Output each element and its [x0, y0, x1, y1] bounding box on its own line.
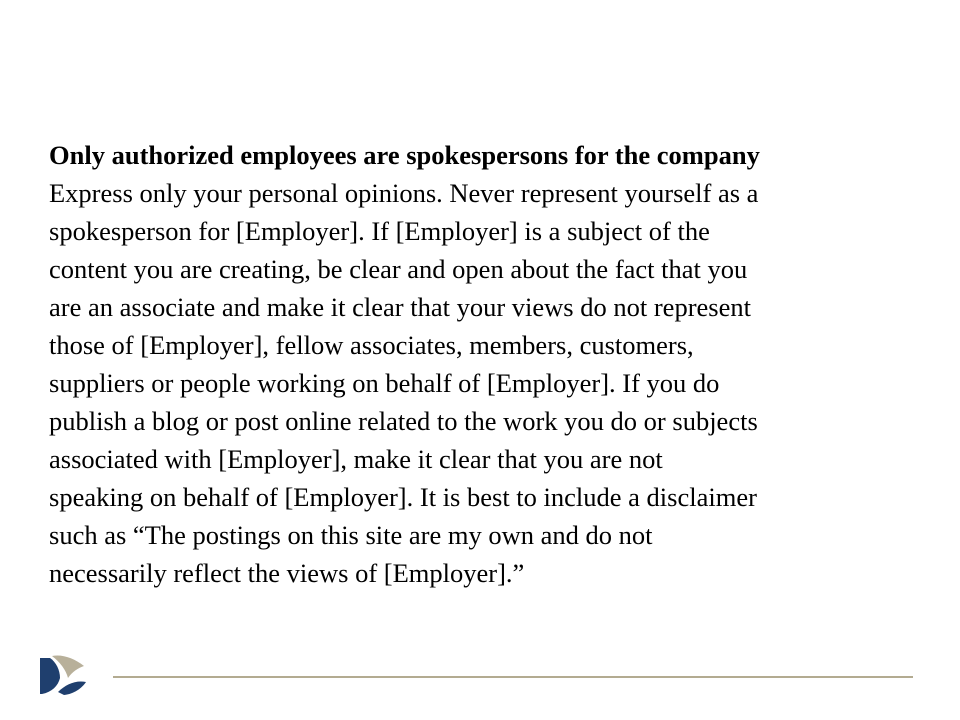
- body-line: are an associate and make it clear that your views do not represent: [49, 292, 751, 322]
- body-line: suppliers or people working on behalf of [Employer]. If you do: [49, 368, 720, 398]
- slide-content: [49, 136, 929, 592]
- body-line: Express only your personal opinions. Never represent yourself as a: [49, 178, 759, 208]
- body-line: those of [Employer], fellow associates, members, customers,: [49, 330, 694, 360]
- body-line: associated with [Employer], make it clear that you are not: [49, 444, 663, 474]
- body-line: such as “The postings on this site are my own and do not: [49, 520, 653, 550]
- body-line: spokesperson for [Employer]. If [Employer] is a subject of the: [49, 216, 710, 246]
- slide-heading: Only authorized employees are spokespersons for the company: [49, 140, 760, 170]
- logo-blue-swoosh: [58, 681, 86, 695]
- company-logo-icon: [38, 652, 88, 696]
- body-line: necessarily reflect the views of [Employer].”: [49, 558, 525, 588]
- body-line: speaking on behalf of [Employer]. It is best to include a disclaimer: [49, 482, 757, 512]
- body-line: content you are creating, be clear and open about the fact that you: [49, 254, 748, 284]
- logo-blue-shape: [40, 658, 60, 694]
- body-line: publish a blog or post online related to the work you do or subjects: [49, 406, 758, 436]
- footer-rule: [113, 676, 913, 678]
